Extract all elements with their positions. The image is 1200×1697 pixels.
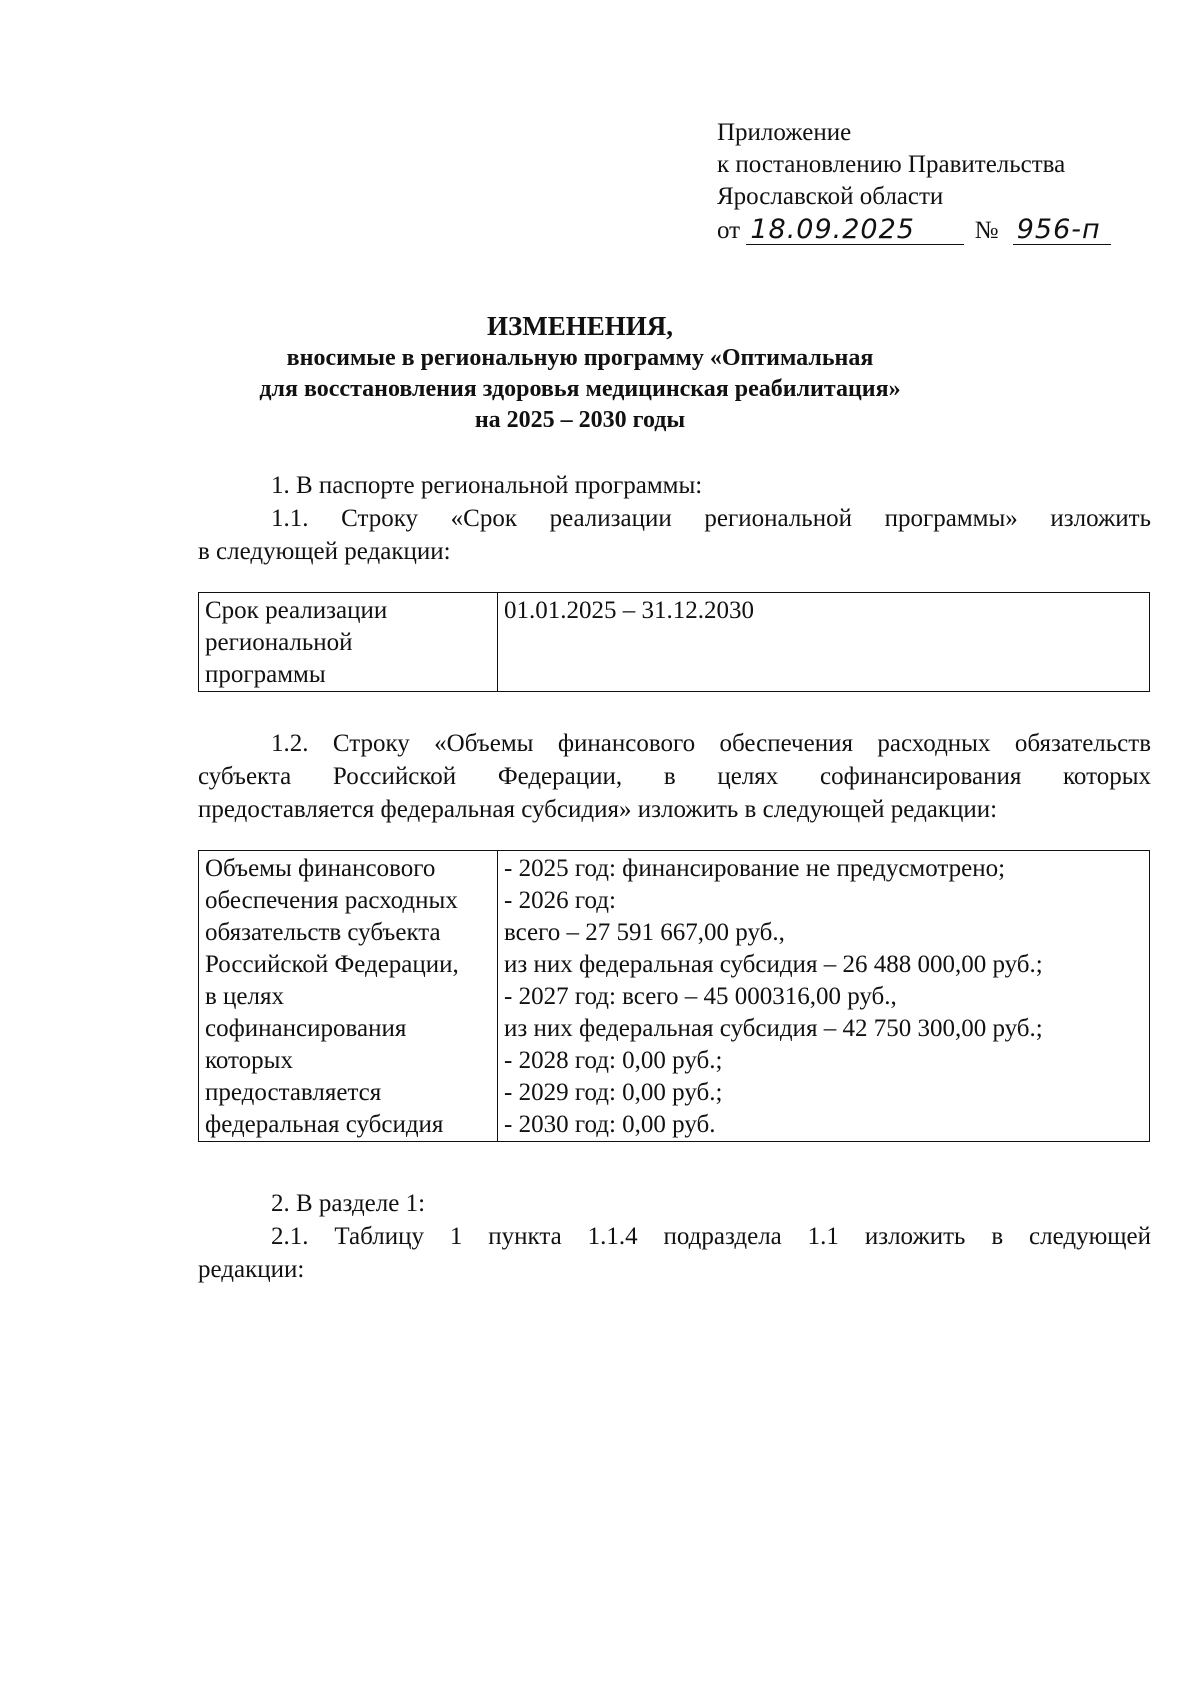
table1-label-line: региональной [205, 629, 353, 656]
table2-value-line: из них федеральная субсидия – 42 750 300,00 руб.; [504, 1015, 1043, 1042]
approval-block [717, 117, 1157, 247]
table1-label-cell [199, 593, 498, 692]
title-line-3: для восстановления здоровья медицинская реабилитация» [259, 376, 901, 402]
table2-value-cell [498, 851, 1150, 1142]
table2-label-line: федеральная субсидия [205, 1111, 444, 1138]
table-row [199, 593, 1150, 692]
table2-label-line: предоставляется [205, 1079, 382, 1106]
table2-label-line: Российской Федерации, [205, 951, 459, 978]
title-main: ИЗМЕНЕНИЯ, [486, 311, 673, 341]
table2-label-line: обязательств субъекта [205, 919, 441, 946]
approval-line-region: Ярославской области [717, 183, 944, 210]
item-1-2-line-3: предоставляется федеральная субсидия» изложить в следующей редакции: [198, 796, 998, 823]
table2-label-cell [199, 851, 498, 1142]
approval-date-line [717, 215, 1157, 247]
table2-value-line: - 2026 год: [504, 887, 616, 914]
table2-label-line: Объемы финансового [205, 855, 436, 882]
table-implementation-period [198, 592, 1150, 692]
table2-label-line: обеспечения расходных [205, 887, 458, 914]
item-1-2-line-2: субъекта Российской Федерации, в целях софинансирования которых [198, 763, 1151, 790]
title-line-4: на 2025 – 2030 годы [474, 407, 686, 433]
date-prefix: от [717, 217, 741, 244]
item-1-1-line-1: 1.1. Строку «Срок реализации региональной программы» изложить [271, 505, 1151, 532]
table2-label-line: софинансирования [205, 1015, 407, 1042]
table2-value-line: - 2028 год: 0,00 руб.; [504, 1047, 723, 1074]
section-2-heading: 2. В разделе 1: [271, 1190, 426, 1217]
table-financing-volumes [198, 850, 1150, 1142]
item-2-1-line-2: редакции: [198, 1256, 305, 1283]
approval-line-resolution: к постановлению Правительства [717, 151, 1066, 178]
table2-value-line: - 2027 год: всего – 45 000316,00 руб., [504, 983, 897, 1010]
approval-line-appendix: Приложение [717, 119, 852, 146]
section-1-heading: 1. В паспорте региональной программы: [271, 472, 703, 499]
table2-label-line: в целях [205, 983, 285, 1010]
table2-value-line: - 2030 год: 0,00 руб. [504, 1111, 716, 1138]
table1-value: 01.01.2025 – 31.12.2030 [504, 597, 754, 624]
table1-label-line: Срок реализации [205, 597, 388, 624]
table2-value-line: всего – 27 591 667,00 руб., [504, 919, 785, 946]
table2-value-line: - 2029 год: 0,00 руб.; [504, 1079, 723, 1106]
table1-value-cell [498, 593, 1150, 692]
handwritten-date: 18.09.2025 [746, 216, 964, 245]
table2-value-line: - 2025 год: финансирование не предусмотрено; [504, 855, 1006, 882]
table-row [199, 851, 1150, 1142]
item-1-2-line-1: 1.2. Строку «Объемы финансового обеспечения расходных обязательств [271, 730, 1151, 757]
item-1-1-line-2: в следующей редакции: [198, 538, 451, 565]
number-sign: № [974, 217, 999, 244]
handwritten-number: 956-п [1013, 216, 1111, 245]
title-line-2: вносимые в региональную программу «Оптимальная [286, 345, 874, 371]
table2-label-line: которых [205, 1047, 293, 1074]
document-title [160, 310, 1000, 436]
table2-value-line: из них федеральная субсидия – 26 488 000,00 руб.; [504, 951, 1043, 978]
item-2-1-line-1: 2.1. Таблицу 1 пункта 1.1.4 подраздела 1.1 изложить в следующей [271, 1223, 1151, 1250]
table1-label-line: программы [205, 661, 326, 688]
